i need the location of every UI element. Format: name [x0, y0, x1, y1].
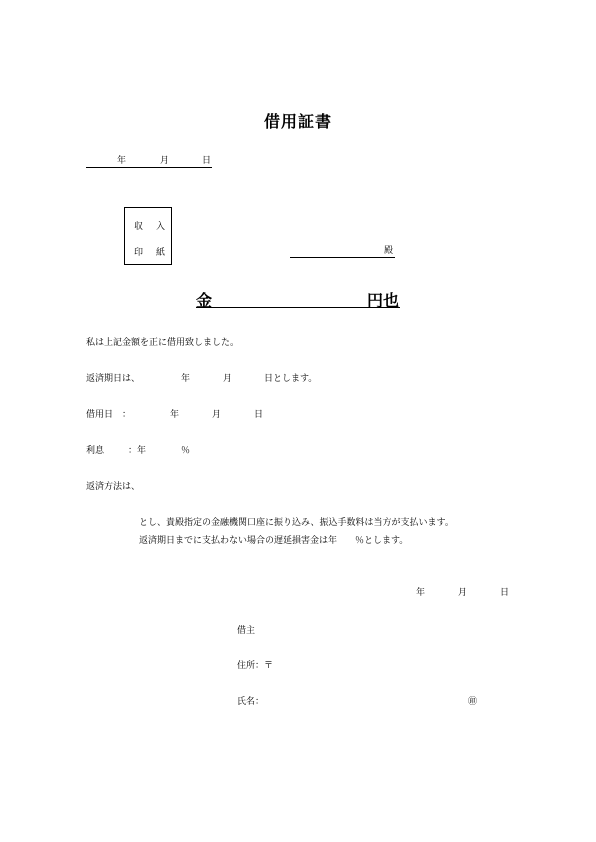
borrow-date-day: 日 [254, 410, 264, 420]
top-date-day: 日 [202, 156, 212, 166]
interest-year: ：年 [128, 446, 147, 456]
top-date-month: 月 [160, 156, 170, 166]
payment-clause: とし、貴殿指定の金融機関口座に振り込み、振込手数料は当方が支払います。 [139, 518, 454, 528]
amount-suffix: 円也 [367, 291, 400, 310]
addressee-underline [290, 257, 395, 258]
top-date-year: 年 [117, 156, 127, 166]
late-damage-clause: 返済期日までに支払わない場合の遅延損害金は年 ％とします。 [139, 536, 409, 546]
addressee-suffix: 殿 [384, 246, 394, 256]
document-title: 借用証書 [263, 112, 332, 131]
borrow-date-month: 月 [212, 410, 222, 420]
bottom-date-year: 年 [416, 588, 426, 598]
borrow-date-year: 年 [170, 410, 180, 420]
bottom-date-month: 月 [458, 588, 468, 598]
stamp-char-4: 紙 [156, 248, 166, 258]
bottom-date-day: 日 [500, 588, 510, 598]
borrow-date-label: 借用日 ： [86, 410, 132, 420]
seal-mark-icon: ㊞ [468, 697, 478, 707]
borrow-statement: 私は上記金額を正に借用致しました。 [86, 338, 240, 348]
interest-percent: ％ [181, 446, 191, 456]
borrower-name-label: 氏名： [237, 697, 265, 707]
top-date-underline [86, 167, 212, 168]
borrower-address-label: 住所：〒 [237, 661, 274, 671]
amount-prefix: 金 [196, 291, 213, 310]
repay-date-year: 年 [181, 374, 191, 384]
borrower-heading: 借主 [237, 626, 256, 636]
repay-date-day: 日とします。 [264, 374, 318, 384]
repay-date-month: 月 [223, 374, 233, 384]
repay-method-label: 返済方法は、 [86, 482, 141, 492]
revenue-stamp-box [124, 207, 172, 265]
repay-date-label: 返済期日は、 [86, 374, 141, 384]
stamp-char-3: 印 [134, 248, 144, 258]
interest-label: 利息 [86, 446, 105, 456]
stamp-char-2: 入 [156, 222, 166, 232]
stamp-char-1: 収 [134, 222, 144, 232]
